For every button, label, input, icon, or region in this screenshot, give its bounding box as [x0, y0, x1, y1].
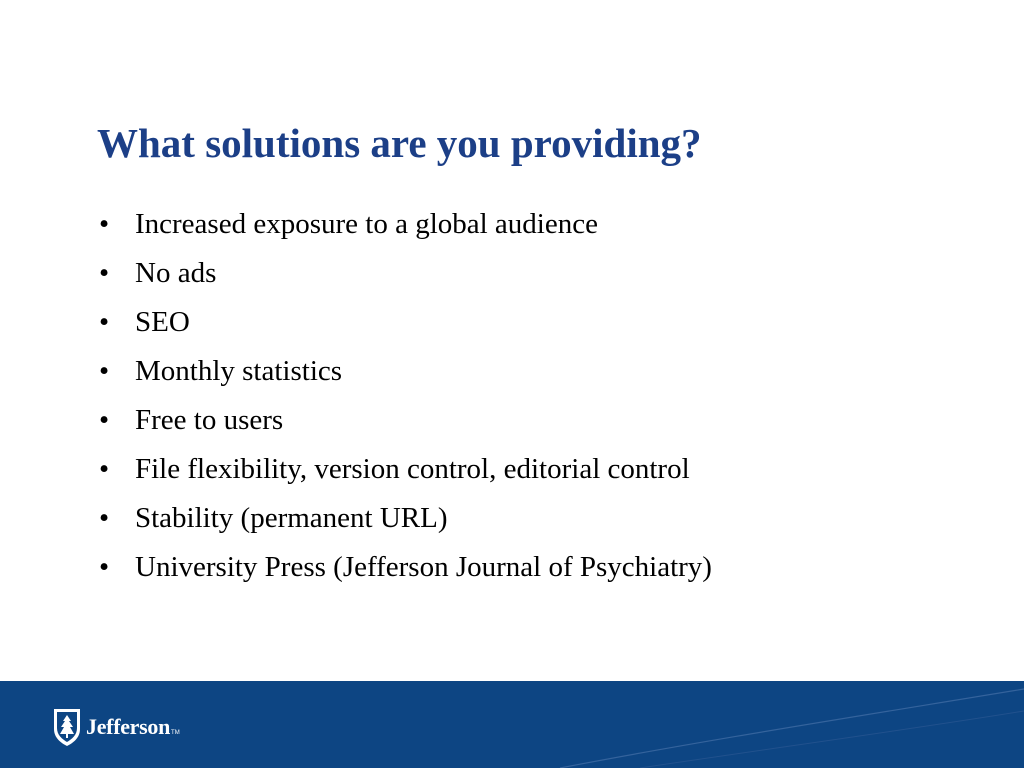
footer-band — [0, 681, 1024, 768]
bullet-text: Free to users — [135, 404, 284, 436]
bullet-dot-icon: • — [99, 453, 110, 485]
bullet-dot-icon: • — [99, 404, 110, 436]
jefferson-logo — [52, 704, 180, 750]
bullet-dot-icon: • — [99, 355, 110, 387]
bullet-text: No ads — [135, 257, 217, 289]
bullet-dot-icon: • — [99, 551, 110, 583]
jefferson-shield-icon — [52, 707, 82, 747]
bullet-text: Increased exposure to a global audience — [135, 208, 598, 240]
bullet-text: University Press (Jefferson Journal of Psychiatry) — [135, 551, 712, 583]
bullet-text: Stability (permanent URL) — [135, 502, 448, 534]
bullet-dot-icon: • — [99, 502, 110, 534]
bullet-text: Monthly statistics — [135, 355, 343, 387]
logo-trademark: TM — [171, 730, 180, 736]
slide-title: What solutions are you providing? — [97, 120, 702, 166]
bullet-dot-icon: • — [99, 208, 110, 240]
bullet-dot-icon: • — [99, 257, 110, 289]
bullet-text: File flexibility, version control, editorial control — [135, 453, 690, 485]
logo-wordmark: Jefferson — [86, 714, 171, 739]
bullet-text: SEO — [135, 306, 190, 338]
bullet-dot-icon: • — [99, 306, 110, 338]
